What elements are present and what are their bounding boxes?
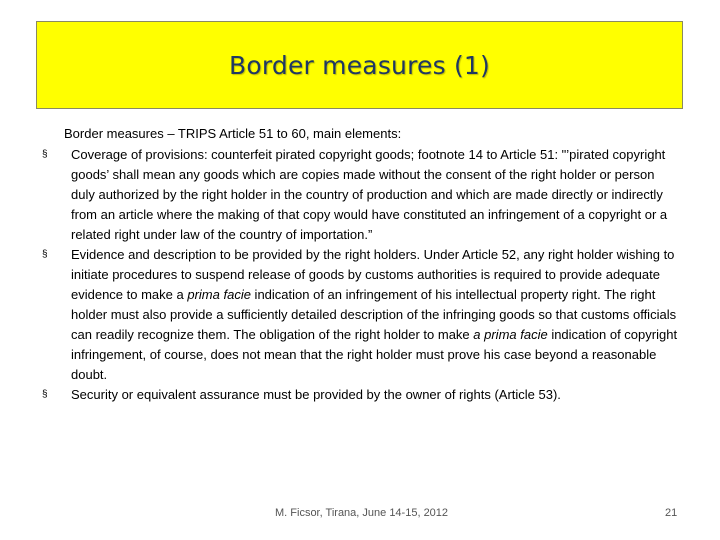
italic-term: prima facie	[187, 287, 251, 302]
section-bullet-icon: §	[42, 389, 48, 400]
footer-credit: M. Ficsor, Tirana, June 14-15, 2012	[275, 507, 449, 519]
title-banner	[36, 21, 683, 109]
page-number: 21	[665, 507, 678, 519]
section-bullet-icon: §	[42, 149, 48, 160]
bullet-text-part: indication of an infringement of his intellectual property right. The right holder must also provide a sufficiently detailed description of the infringing goods so that customs officials can readily recognize them. The obligation of the right holder to make	[71, 287, 677, 342]
section-bullet-icon: §	[42, 249, 48, 260]
bullet-item-coverage	[40, 145, 680, 245]
slide-title: Border measures (1)	[229, 50, 490, 80]
bullet-text: Coverage of provisions: counterfeit pirated copyright goods; footnote 14 to Article 51: "’pirated copyright goods’ shall mean any goods which are copies made without the consent of the right holder or person duly authorized by the right holder in the country of production and which are made directly or indirectly from an article where the making of that copy would have constituted an infringement of a copyright or a related right under law of the country of importation.”	[71, 147, 668, 242]
slide-body	[40, 124, 680, 405]
bullet-text-part: Evidence and description to be provided by the right holders. Under Article 52, any right holder wishing to initiate procedures to suspend release of goods by customs authorities is required to provide adequate evidence to make a	[71, 247, 675, 302]
intro-line: Border measures – TRIPS Article 51 to 60, main elements:	[64, 126, 402, 141]
bullet-item-evidence	[40, 245, 680, 385]
italic-term: a prima facie	[473, 327, 548, 342]
bullet-item-security	[40, 385, 680, 405]
bullet-text-part: indication of copyright infringement, of course, does not mean that the right holder must prove his case beyond a reasonable doubt.	[71, 327, 678, 382]
bullet-text: Security or equivalent assurance must be provided by the owner of rights (Article 53).	[71, 387, 561, 402]
